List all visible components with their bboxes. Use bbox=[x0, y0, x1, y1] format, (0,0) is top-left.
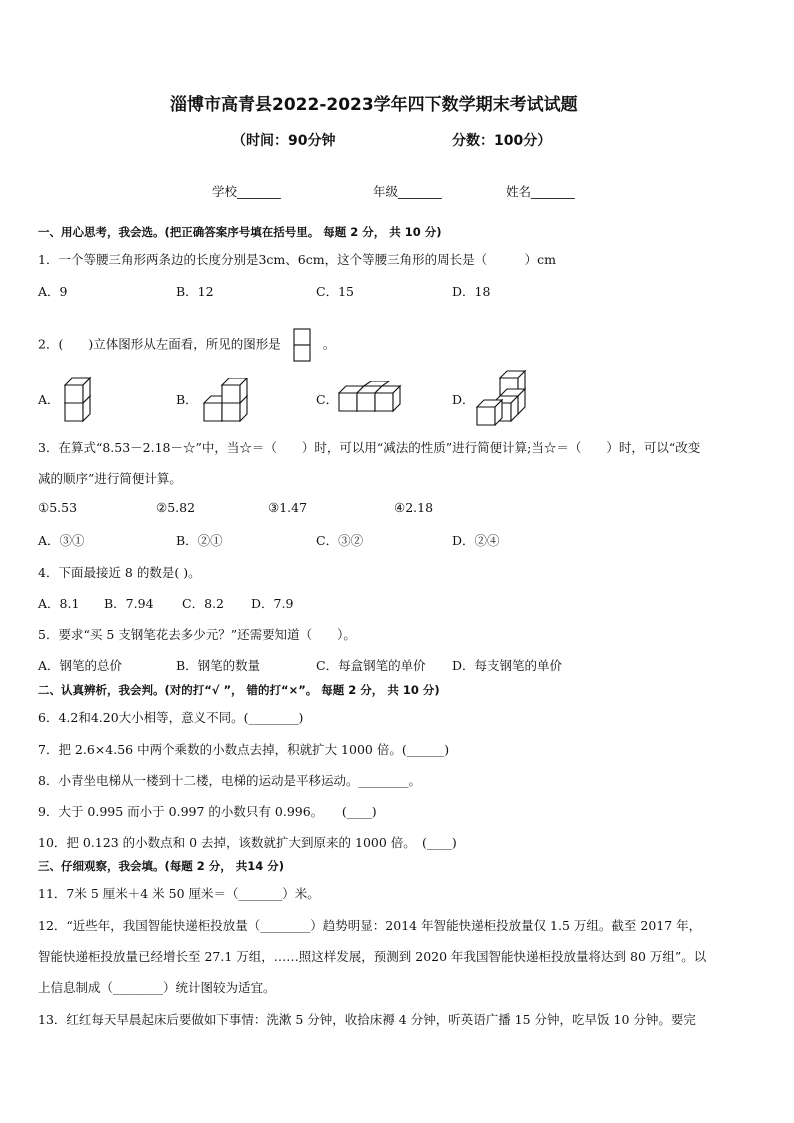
question-2-text: 2．( )立体图形从左面看，所见的图形是 bbox=[38, 336, 281, 352]
question-3-line-2: 减的顺序”进行简便计算。 bbox=[38, 471, 182, 486]
q2-option-b: B． bbox=[176, 392, 198, 407]
q4-option-a: A．8.1 bbox=[38, 596, 80, 611]
section-heading-2: 二、认真辨析，我会判。(对的打“√ ”， 错的打“×”。 每题 2 分， 共 10 分) bbox=[38, 683, 440, 697]
q2-option-a: A． bbox=[38, 392, 60, 407]
section-heading-1: 一、用心思考，我会选。(把正确答案序号填在括号里。 每题 2 分， 共 10 分) bbox=[38, 225, 442, 239]
q3-option-b: B．②① bbox=[176, 533, 223, 548]
question-12-line-3: 上信息制成（________）统计图较为适宜。 bbox=[38, 980, 276, 995]
question-2 bbox=[38, 328, 335, 362]
q3-choice-4: ④2.18 bbox=[394, 500, 434, 515]
left-view-icon bbox=[293, 328, 311, 362]
q5-option-d: D．每支钢笔的单价 bbox=[452, 658, 563, 673]
q3-option-c: C．③② bbox=[316, 533, 364, 548]
section-heading-3: 三、仔细观察，我会填。(每题 2 分， 共14 分) bbox=[38, 859, 285, 873]
question-1: 1．一个等腰三角形两条边的长度分别是3cm、6cm，这个等腰三角形的周长是（ ）cm bbox=[38, 252, 556, 267]
q2-option-d: D． bbox=[452, 392, 475, 407]
q3-option-d: D．②④ bbox=[452, 533, 500, 548]
question-4: 4．下面最接近 8 的数是( )。 bbox=[38, 565, 201, 580]
q3-option-a: A．③① bbox=[38, 533, 85, 548]
question-8: 8．小青坐电梯从一楼到十二楼，电梯的运动是平移运动。________。 bbox=[38, 773, 421, 788]
question-12-line-1: 12．“近些年，我国智能快递柜投放量（________）趋势明显：2014 年智能快递柜投放量仅 1.5 万组。截至 2017 年， bbox=[38, 918, 702, 933]
question-6: 6．4.2和4.20大小相等，意义不同。(________) bbox=[38, 710, 304, 725]
question-2-end: 。 bbox=[322, 336, 336, 352]
question-3-line-1: 3．在算式“8.53－2.18－☆”中，当☆＝（ ）时，可以用“减法的性质”进行简便计算;当☆＝（ ）时，可以“改变 bbox=[38, 440, 701, 455]
question-5: 5．要求“买 5 支钢笔花去多少元？”还需要知道（ ）。 bbox=[38, 627, 356, 642]
q2-option-c: C． bbox=[316, 392, 339, 407]
page-title: 淄博市高青县2022-2023学年四下数学期末考试试题 bbox=[170, 95, 578, 115]
q1-option-a: A．9 bbox=[38, 284, 68, 299]
exam-score: 分数：100分） bbox=[452, 133, 552, 149]
q2-option-d-cubes-icon bbox=[476, 370, 528, 426]
q1-option-c: C．15 bbox=[316, 284, 354, 299]
q2-option-c-cubes-icon bbox=[338, 381, 402, 413]
q5-option-b: B．钢笔的数量 bbox=[176, 658, 261, 673]
q4-option-d: D．7.9 bbox=[251, 596, 294, 611]
q3-choice-1: ①5.53 bbox=[38, 500, 78, 515]
q5-option-a: A．钢笔的总价 bbox=[38, 658, 123, 673]
q1-option-b: B．12 bbox=[176, 284, 214, 299]
school-field: 学校_______ bbox=[212, 184, 281, 199]
q4-option-c: C．8.2 bbox=[182, 596, 224, 611]
question-7: 7．把 2.6×4.56 中两个乘数的小数点去掉，积就扩大 1000 倍。(______) bbox=[38, 742, 450, 757]
question-11: 11．7米 5 厘米＋4 米 50 厘米＝（_______）米。 bbox=[38, 886, 320, 901]
q2-option-a-cubes-icon bbox=[64, 372, 96, 422]
grade-field: 年级_______ bbox=[373, 184, 442, 199]
q2-option-b-cubes-icon bbox=[203, 378, 253, 422]
question-12-line-2: 智能快递柜投放量已经增长至 27.1 万组，……照这样发展，预测到 2020 年我国智能快递柜投放量将达到 80 万组”。以 bbox=[38, 949, 707, 964]
name-field: 姓名_______ bbox=[506, 184, 575, 199]
question-9: 9．大于 0.995 而小于 0.997 的小数只有 0.996。 (____) bbox=[38, 804, 377, 819]
question-13-line-1: 13．红红每天早晨起床后要做如下事情：洗漱 5 分钟，收拾床褥 4 分钟，听英语广播 15 分钟，吃早饭 10 分钟。要完 bbox=[38, 1012, 696, 1027]
q3-choice-2: ②5.82 bbox=[156, 500, 196, 515]
exam-time: （时间：90分钟 bbox=[232, 133, 336, 149]
q3-choice-3: ③1.47 bbox=[268, 500, 308, 515]
question-10: 10．把 0.123 的小数点和 0 去掉，该数就扩大到原来的 1000 倍。 (____) bbox=[38, 835, 457, 850]
q1-option-d: D．18 bbox=[452, 284, 491, 299]
q4-option-b: B．7.94 bbox=[104, 596, 154, 611]
q5-option-c: C．每盒钢笔的单价 bbox=[316, 658, 426, 673]
